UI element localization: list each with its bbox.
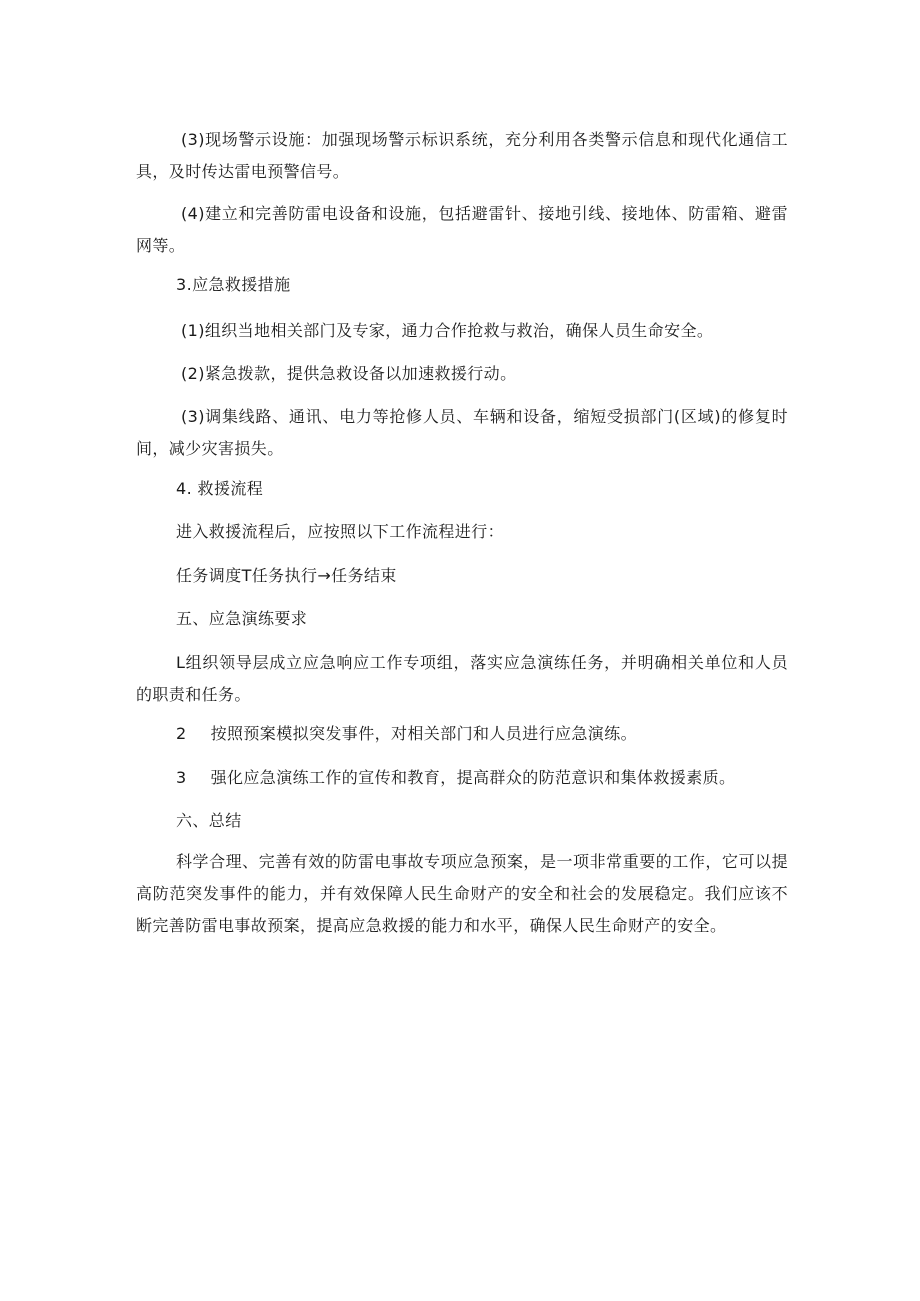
paragraph-rescue-1: (1)组织当地相关部门及专家，通力合作抢救与救治，确保人员生命安全。 <box>181 321 714 340</box>
paragraph-process-intro: 进入救援流程后，应按照以下工作流程进行： <box>176 522 505 541</box>
paragraph-rescue-2: (2)紧急拨款，提供急救设备以加速救援行动。 <box>181 364 517 383</box>
list-number: 3 <box>176 768 187 787</box>
paragraph-drill-2 <box>136 718 788 750</box>
drill-3-text: 强化应急演练工作的宣传和教育，提高群众的防范意识和集体救援素质。 <box>210 768 736 787</box>
paragraph-rescue-3: (3)调集线路、通讯、电力等抢修人员、车辆和设备，缩短受损部门(区域)的修复时间，减少灾害损失。 <box>136 407 788 458</box>
paragraph-summary: 科学合理、完善有效的防雷电事故专项应急预案，是一项非常重要的工作，它可以提高防范突发事件的能力，并有效保障人民生命财产的安全和社会的发展稳定。我们应该不断完善防雷电事故预案，提高应急救援的能力和水平，确保人民生命财产的安全。 <box>136 852 788 935</box>
paragraph-process-flow: 任务调度T任务执行→任务结束 <box>176 566 397 585</box>
list-number: 2 <box>176 724 187 743</box>
heading-rescue-measures: 3.应急救援措施 <box>176 275 291 294</box>
drill-2-text: 按照预案模拟突发事件，对相关部门和人员进行应急演练。 <box>210 724 637 743</box>
paragraph-lightning-equipment: (4)建立和完善防雷电设备和设施，包括避雷针、接地引线、接地体、防雷箱、避雷网等。 <box>136 204 788 255</box>
heading-rescue-process: 4. 救援流程 <box>176 479 264 498</box>
heading-drill-requirements: 五、应急演练要求 <box>176 609 308 628</box>
paragraph-drill-3 <box>136 762 788 794</box>
heading-summary: 六、总结 <box>176 811 242 830</box>
paragraph-warning-facilities: (3)现场警示设施：加强现场警示标识系统，充分利用各类警示信息和现代化通信工具，及时传达雷电预警信号。 <box>136 130 788 181</box>
paragraph-drill-1: L组织领导层成立应急响应工作专项组，落实应急演练任务，并明确相关单位和人员的职责和任务。 <box>136 653 788 704</box>
